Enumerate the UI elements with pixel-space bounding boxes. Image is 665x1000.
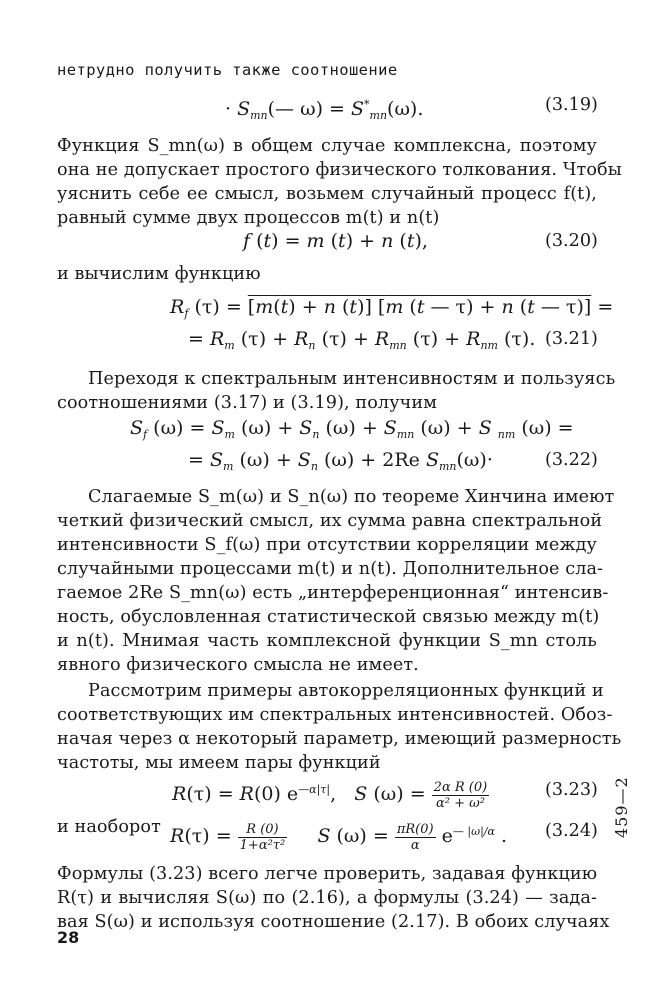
equation-3-21-line-1: $R_f$ (τ) = [m(t) + n (t)] [m (t — τ) + n (t — τ)] = xyxy=(170,296,614,320)
text-line: и наоборот xyxy=(57,817,161,837)
text-line: явного физического смысла не имеет. xyxy=(57,655,419,675)
text-line: начая через α некоторый параметр, имеющий размерность xyxy=(57,729,622,749)
text-line: вая S(ω) и используя соотношение (2.17). В обоих случаях xyxy=(57,912,610,932)
text-line: соотношениями (3.17) и (3.19), получим xyxy=(57,393,438,413)
printer-signature-mark: 459—2 xyxy=(612,776,631,838)
equation-3-22-line-2: = $S_m$ $(\omega) + S_n$ (ω) + 2Re $S_{mn}(\omega)\cdot$ xyxy=(188,449,493,473)
text-line: случайными процессами m(t) и n(t). Дополнительное сла- xyxy=(57,559,604,579)
equation-number: (3.19) xyxy=(545,95,598,115)
text-line: она не допускает простого физического толкования. Чтобы xyxy=(57,160,622,180)
text-line: равный сумме двух процессов m(t) и n(t) xyxy=(57,208,440,228)
text-line: нетрудно получить также соотношение xyxy=(57,61,398,79)
text-line: Рассмотрим примеры автокорреляционных функций и xyxy=(88,681,604,701)
equation-3-22-line-1: $S_f$ $(\omega) = S_m$ $(\omega) + S_n$ $(\omega) + S_{mn}$ (ω) + S $_{nm}$ (ω) = xyxy=(130,417,574,441)
equation-3-23: R(τ) = R(0) $e^{—\alpha|\tau|}$, S (ω) = $\frac{\text{2α R (0)}}{\text{α² + ω²}}$ xyxy=(172,779,488,811)
equation-3-19: · $S_{mn}(—$ $\omega) = S^*_{mn}(\omega)$. xyxy=(225,98,424,122)
text-line: интенсивности S_f(ω) при отсутствии корреляции между xyxy=(57,535,597,555)
text-line: гаемое 2Re S_mn(ω) есть „интерференционная“ интенсив- xyxy=(57,583,609,603)
equation-3-24: R(τ) = $\frac{R (0)}{\text{1+α²τ²}}$ S (ω) = $\frac{\pi R(0)}{\alpha}$ $e^{— |\omega|/\alpha}$ . xyxy=(170,821,507,853)
text-line: ность, обусловленная статистической связью между m(t) xyxy=(57,607,600,627)
equation-number: (3.24) xyxy=(545,821,598,841)
text-line: частоты, мы имеем пары функций xyxy=(57,753,381,773)
equation-number: (3.21) xyxy=(545,329,598,349)
text-line: Переходя к спектральным интенсивностям и пользуясь xyxy=(88,369,616,389)
text-line: Формулы (3.23) всего легче проверить, задавая функцию xyxy=(57,864,598,884)
text-line: четкий физический смысл, их сумма равна спектральной xyxy=(57,511,603,531)
equation-number: (3.22) xyxy=(545,450,598,470)
page-number: 28 xyxy=(57,928,80,947)
text-line: и n(t). Мнимая часть комплексной функции S_mn столь xyxy=(57,631,597,651)
text-line: R(τ) и вычисляя S(ω) по (2.16), а формулы (3.24) — зада- xyxy=(57,888,597,908)
equation-3-21-line-2: = $R_m$ $(\tau) + R_n$ $(\tau) + R_{mn}$ $(\tau) + R_{nm}$ (τ). xyxy=(188,328,536,352)
text-line: уяснить себе ее смысл, возьмем случайный процесс f(t), xyxy=(57,184,597,204)
text-line: соответствующих им спектральных интенсивностей. Обоз- xyxy=(57,705,613,725)
equation-3-20: f (t) = m (t) + n (t), xyxy=(243,230,428,252)
text-line: и вычислим функцию xyxy=(57,264,261,284)
text-line: Функция S_mn(ω) в общем случае комплексна, поэтому xyxy=(57,136,597,156)
equation-number: (3.20) xyxy=(545,231,598,251)
equation-number: (3.23) xyxy=(545,780,598,800)
text-line: Слагаемые S_m(ω) и S_n(ω) по теореме Хинчина имеют xyxy=(88,487,615,507)
